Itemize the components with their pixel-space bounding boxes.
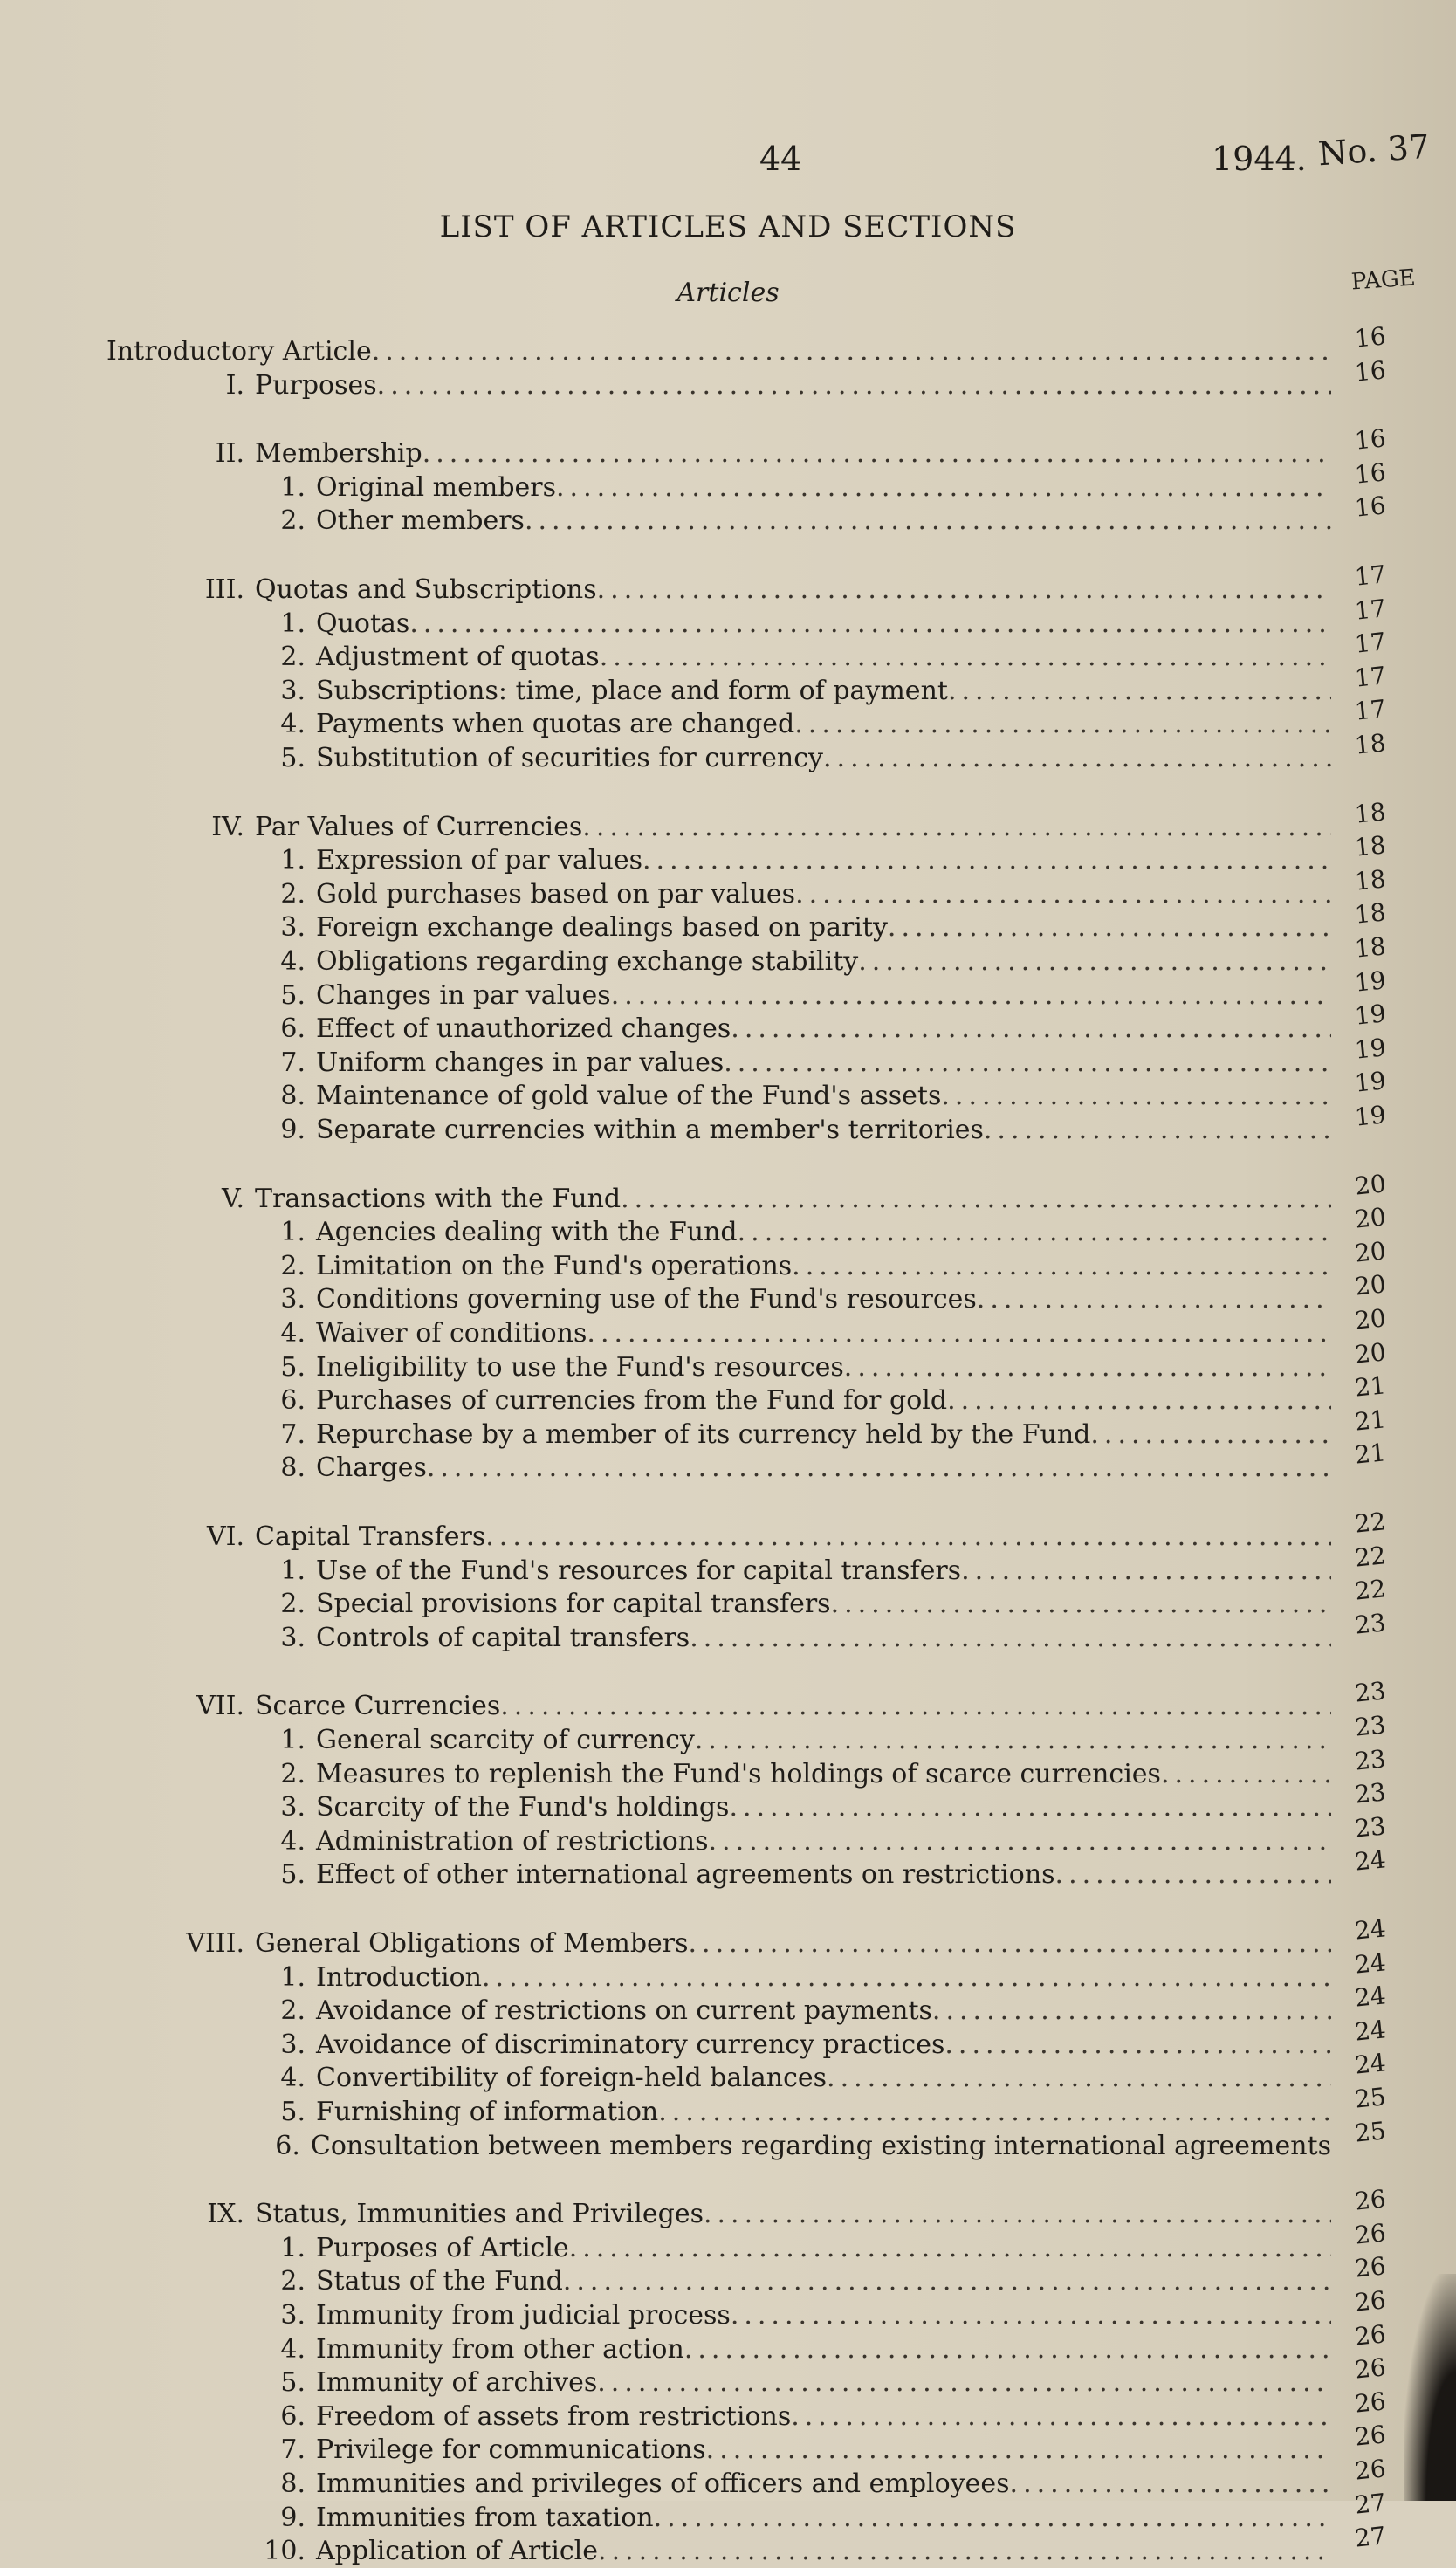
section-number: 5. <box>280 2367 306 2399</box>
section-row <box>253 1825 1331 1858</box>
page-reference: 19 <box>1353 1100 1388 1132</box>
section-row <box>253 675 1331 708</box>
section-number: 6. <box>275 2130 300 2161</box>
page-reference: 20 <box>1353 1303 1388 1335</box>
page-reference: 24 <box>1353 1981 1388 2013</box>
dot-leader <box>500 1690 1331 1723</box>
section-row <box>253 1452 1331 1485</box>
section-row <box>253 608 1331 641</box>
dot-leader <box>563 2265 1331 2298</box>
section-title: Special provisions for capital transfers <box>316 1589 831 1620</box>
section-row <box>253 2535 1331 2568</box>
dot-leader <box>827 2062 1331 2095</box>
section-row <box>253 708 1331 741</box>
dot-leader <box>795 878 1331 911</box>
article-title: Introductory Article <box>106 336 372 367</box>
section-row <box>253 471 1331 505</box>
article-row <box>148 1690 1331 1723</box>
article-row <box>148 2198 1331 2231</box>
section-number: 9. <box>280 1115 306 1145</box>
dot-leader <box>941 1080 1331 1113</box>
dot-leader <box>587 1317 1331 1350</box>
dot-leader <box>1010 2468 1331 2501</box>
section-number: 2. <box>280 642 306 673</box>
page-reference: 26 <box>1353 2251 1388 2284</box>
section-row <box>253 2400 1331 2434</box>
page-reference: 16 <box>1353 321 1388 354</box>
section-title: Privilege for communications <box>316 2434 706 2466</box>
article-number: V. <box>222 1183 244 1214</box>
page-reference: 23 <box>1353 1743 1388 1776</box>
section-title: Measures to replenish the Fund's holdings of scarce currencies <box>316 1758 1161 1789</box>
page-reference: 18 <box>1353 796 1388 829</box>
section-number: 1. <box>280 1725 306 1755</box>
dot-leader <box>738 1216 1331 1249</box>
section-row <box>253 1351 1331 1384</box>
section-title: Gold purchases based on par values <box>316 878 796 910</box>
page-edge-shadow <box>1404 2274 1456 2501</box>
article-title: Quotas and Subscriptions <box>255 574 597 605</box>
section-title: Agencies dealing with the Fund <box>316 1217 738 1248</box>
section-title: Freedom of assets from restrictions <box>316 2400 792 2432</box>
article-row <box>148 811 1331 844</box>
section-row <box>253 742 1331 775</box>
section-number: 6. <box>280 2400 306 2432</box>
page-reference: 17 <box>1353 593 1388 626</box>
section-row <box>253 1384 1331 1418</box>
page-title: LIST OF ARTICLES AND SECTIONS <box>439 209 1017 244</box>
section-row <box>253 1250 1331 1283</box>
section-title: Quotas <box>316 608 410 639</box>
section-number: 5. <box>280 2097 306 2127</box>
section-row <box>253 1047 1331 1080</box>
dot-leader <box>844 1351 1331 1384</box>
section-title: Scarcity of the Fund's holdings <box>316 1792 730 1823</box>
section-row <box>253 2366 1331 2400</box>
dot-leader <box>482 1961 1331 1995</box>
page-reference: 18 <box>1353 728 1388 760</box>
page-reference: 17 <box>1353 694 1388 727</box>
section-title: Immunities from taxation <box>316 2502 654 2533</box>
section-row <box>253 2029 1331 2062</box>
article-number: II. <box>215 438 244 470</box>
section-row <box>253 641 1331 674</box>
section-number: 4. <box>280 2063 306 2094</box>
section-row <box>253 1317 1331 1350</box>
dot-leader <box>597 573 1331 607</box>
dot-leader <box>704 2198 1331 2231</box>
section-title: Avoidance of discriminatory currency practices <box>316 2029 945 2060</box>
dot-leader <box>409 608 1331 641</box>
section-row <box>253 945 1331 978</box>
page-reference: 17 <box>1353 627 1388 659</box>
page-reference: 25 <box>1353 2082 1388 2114</box>
section-row <box>253 1791 1331 1824</box>
article-title: Status, Immunities and Privileges <box>255 2199 704 2230</box>
dot-leader <box>597 2366 1331 2400</box>
page-reference: 20 <box>1353 1168 1388 1201</box>
dot-leader <box>372 335 1331 368</box>
section-number: 3. <box>280 2029 306 2060</box>
page-reference: 22 <box>1353 1540 1388 1573</box>
section-title: Uniform changes in par values <box>316 1047 725 1078</box>
dot-leader <box>794 708 1331 741</box>
section-title: Conditions governing use of the Fund's resources <box>316 1284 977 1315</box>
section-number: 10. <box>264 2536 306 2567</box>
section-title: Separate currencies within a member's territories <box>316 1115 984 1145</box>
article-title: Membership <box>255 438 422 470</box>
page-reference: 23 <box>1353 1608 1388 1640</box>
dot-leader <box>621 1183 1331 1216</box>
page-reference: 22 <box>1353 1507 1388 1539</box>
page-reference: 21 <box>1353 1404 1388 1437</box>
page-reference: 19 <box>1353 1033 1388 1065</box>
article-number: VII. <box>196 1691 244 1722</box>
section-number: 6. <box>280 1385 306 1417</box>
section-title: Introduction <box>316 1961 482 1993</box>
section-number: 3. <box>280 1622 306 1653</box>
section-title: Controls of capital transfers <box>316 1622 690 1653</box>
section-title: Maintenance of gold value of the Fund's assets <box>316 1081 942 1112</box>
section-number: 1. <box>280 845 306 876</box>
article-row <box>106 335 1331 368</box>
dot-leader <box>731 2299 1331 2332</box>
section-number: 7. <box>280 1047 306 1078</box>
article-number: I. <box>225 369 244 401</box>
section-title: Obligations regarding exchange stability <box>316 946 859 977</box>
dot-leader <box>690 1622 1331 1655</box>
section-title: Use of the Fund's resources for capital transfers <box>316 1555 962 1586</box>
article-title: Par Values of Currencies <box>255 811 583 842</box>
page-reference: 26 <box>1353 2420 1388 2453</box>
dot-leader <box>948 675 1331 708</box>
section-number: 5. <box>280 743 306 773</box>
dot-leader <box>1055 1858 1331 1892</box>
section-title: Effect of other international agreements on restrictions <box>316 1859 1055 1891</box>
section-row <box>253 911 1331 944</box>
section-number: 8. <box>280 1081 306 1112</box>
section-row <box>253 505 1331 538</box>
section-title: Purchases of currencies from the Fund for gold <box>316 1385 948 1417</box>
dot-leader <box>729 1791 1331 1824</box>
section-row <box>253 2502 1331 2535</box>
section-title: Substitution of securities for currency <box>316 743 823 773</box>
dot-leader <box>1090 1418 1331 1452</box>
page-reference: 23 <box>1353 1710 1388 1742</box>
section-number: 2. <box>280 878 306 910</box>
dot-leader <box>689 1927 1331 1960</box>
dot-leader <box>654 2502 1331 2535</box>
dot-leader <box>724 1047 1331 1080</box>
page-reference: 20 <box>1353 1269 1388 1302</box>
section-number: 4. <box>280 2333 306 2365</box>
dot-leader <box>582 811 1331 844</box>
section-title: Charges <box>316 1452 427 1484</box>
page-reference: 24 <box>1353 1947 1388 1980</box>
section-row <box>253 2232 1331 2265</box>
section-title: Expression of par values <box>316 845 642 876</box>
page-reference: 19 <box>1353 1066 1388 1099</box>
dot-leader <box>684 2333 1331 2366</box>
page-reference: 26 <box>1353 2318 1388 2352</box>
page-reference: 26 <box>1353 2218 1388 2250</box>
article-row <box>148 1521 1331 1554</box>
article-number: III. <box>204 574 244 605</box>
page-column-label: PAGE <box>1350 264 1417 296</box>
section-number: 7. <box>280 2434 306 2466</box>
dot-leader <box>944 2029 1331 2062</box>
page-reference: 24 <box>1353 1844 1388 1878</box>
dot-leader <box>977 1283 1331 1316</box>
section-row <box>253 1622 1331 1655</box>
section-row <box>253 2434 1331 2467</box>
dot-leader <box>791 2400 1331 2434</box>
article-number: IX. <box>207 2199 244 2230</box>
page-reference: 16 <box>1353 491 1388 524</box>
section-row <box>253 1724 1331 1757</box>
articles-subheading: Articles <box>676 278 780 308</box>
dot-leader <box>642 844 1331 877</box>
article-number: VIII. <box>186 1928 244 1959</box>
section-title: Immunity from judicial process <box>316 2300 731 2331</box>
article-number: VI. <box>206 1521 244 1552</box>
page-reference: 26 <box>1353 2352 1388 2385</box>
document-number: No. 37 <box>1316 127 1432 174</box>
dot-leader <box>961 1555 1331 1588</box>
dot-leader <box>695 1724 1331 1757</box>
section-number: 3. <box>280 2300 306 2331</box>
page-reference: 26 <box>1353 2184 1388 2216</box>
page-reference: 18 <box>1353 830 1388 862</box>
section-number: 2. <box>280 1995 306 2027</box>
dot-leader <box>525 505 1331 538</box>
section-title: Convertibility of foreign-held balances <box>316 2063 828 2094</box>
page-reference: 16 <box>1353 457 1388 490</box>
section-number: 8. <box>280 2468 306 2499</box>
dot-leader <box>831 1588 1331 1621</box>
section-row <box>253 979 1331 1013</box>
dot-leader <box>569 2232 1331 2265</box>
section-title: Furnishing of information <box>316 2097 659 2127</box>
dot-leader <box>611 979 1331 1013</box>
article-title: General Obligations of Members <box>255 1928 689 1959</box>
dot-leader <box>422 437 1331 470</box>
page-reference: 17 <box>1353 560 1388 592</box>
dot-leader <box>984 1114 1331 1147</box>
section-title: Waiver of conditions <box>316 1318 587 1349</box>
dot-leader <box>427 1452 1331 1485</box>
section-title: Subscriptions: time, place and form of payment <box>316 675 948 706</box>
page-reference: 27 <box>1353 2521 1388 2553</box>
dot-leader <box>556 471 1331 505</box>
dot-leader <box>377 369 1331 402</box>
section-number: 4. <box>280 946 306 977</box>
dot-leader <box>888 911 1331 944</box>
section-row <box>253 1995 1331 2028</box>
section-title: Immunity of archives <box>316 2367 598 2399</box>
section-row <box>253 2468 1331 2501</box>
dot-leader <box>858 945 1331 978</box>
page-reference: 26 <box>1353 2285 1388 2317</box>
section-title: Limitation on the Fund's operations <box>316 1250 793 1281</box>
page-reference: 22 <box>1353 1574 1388 1606</box>
section-title: Original members <box>316 471 557 503</box>
page-reference: 24 <box>1353 1913 1388 1946</box>
article-title: Purposes <box>255 369 377 401</box>
section-row <box>253 1555 1331 1588</box>
section-row <box>253 1758 1331 1791</box>
section-row <box>253 2062 1331 2095</box>
section-title: Status of the Fund <box>316 2266 563 2297</box>
section-row <box>253 1283 1331 1316</box>
page-reference: 27 <box>1353 2487 1388 2520</box>
section-number: 5. <box>280 979 306 1011</box>
section-number: 1. <box>280 471 306 503</box>
dot-leader <box>658 2096 1331 2129</box>
section-number: 3. <box>280 675 306 706</box>
page-reference: 23 <box>1353 1777 1388 1809</box>
section-number: 2. <box>280 1589 306 1620</box>
section-title: Administration of restrictions <box>316 1825 709 1857</box>
section-row <box>253 1216 1331 1249</box>
article-title: Scarce Currencies <box>255 1691 501 1722</box>
dot-leader <box>947 1384 1331 1418</box>
section-row <box>253 2299 1331 2332</box>
section-title: Adjustment of quotas <box>316 642 600 673</box>
page-reference: 18 <box>1353 864 1388 896</box>
section-number: 5. <box>280 1351 306 1383</box>
section-number: 1. <box>280 608 306 639</box>
page-reference: 21 <box>1353 1438 1388 1471</box>
section-number: 7. <box>280 1418 306 1450</box>
page-reference: 20 <box>1353 1202 1388 1234</box>
section-number: 1. <box>280 1555 306 1586</box>
section-row <box>253 1080 1331 1113</box>
article-number: IV. <box>211 811 244 842</box>
section-title: Effect of unauthorized changes <box>316 1013 731 1045</box>
page-reference: 21 <box>1353 1370 1388 1403</box>
section-title: Application of Article <box>316 2536 599 2567</box>
page-reference: 17 <box>1353 661 1388 693</box>
section-number: 6. <box>280 1013 306 1045</box>
dot-leader <box>932 1995 1331 2028</box>
section-number: 9. <box>280 2502 306 2533</box>
section-row <box>253 844 1331 877</box>
section-row <box>253 1114 1331 1147</box>
dot-leader <box>1161 1758 1331 1791</box>
section-title: Immunities and privileges of officers and employees <box>316 2468 1010 2499</box>
page-reference: 16 <box>1353 354 1388 388</box>
dot-leader <box>709 1825 1332 1858</box>
article-row <box>148 573 1331 607</box>
section-number: 3. <box>280 1284 306 1315</box>
section-number: 5. <box>280 1859 306 1891</box>
section-title: Ineligibility to use the Fund's resources <box>316 1351 844 1383</box>
page-reference: 24 <box>1353 2015 1388 2047</box>
section-number: 2. <box>280 2266 306 2297</box>
article-row <box>148 1183 1331 1216</box>
section-row <box>253 1418 1331 1452</box>
section-title: Changes in par values <box>316 979 611 1011</box>
section-title: Consultation between members regarding existing international agreements <box>310 2130 1331 2161</box>
section-row <box>253 2096 1331 2129</box>
dot-leader <box>792 1250 1331 1283</box>
article-row <box>148 437 1331 470</box>
dot-leader <box>600 641 1331 674</box>
section-title: Foreign exchange dealings based on parity <box>316 912 888 944</box>
section-row <box>253 878 1331 911</box>
article-title: Capital Transfers <box>255 1521 486 1552</box>
page-reference: 23 <box>1353 1676 1388 1709</box>
page-reference: 19 <box>1353 965 1388 998</box>
page-reference: 19 <box>1353 999 1388 1031</box>
section-title: General scarcity of currency <box>316 1725 695 1755</box>
section-title: Purposes of Article <box>316 2232 569 2263</box>
page-reference: 18 <box>1353 897 1388 930</box>
section-title: Repurchase by a member of its currency held by the Fund <box>316 1418 1091 1450</box>
section-number: 3. <box>280 1792 306 1823</box>
section-row <box>253 2333 1331 2366</box>
page-reference: 16 <box>1353 423 1388 456</box>
section-number: 2. <box>280 505 306 537</box>
section-title: Other members <box>316 505 525 537</box>
section-title: Avoidance of restrictions on current payments <box>316 1995 932 2027</box>
section-row <box>253 2265 1331 2298</box>
page-reference: 23 <box>1353 1811 1388 1844</box>
section-row <box>253 1858 1331 1892</box>
page-reference: 20 <box>1353 1236 1388 1268</box>
section-title: Payments when quotas are changed <box>316 709 795 740</box>
section-number: 2. <box>280 1250 306 1281</box>
section-number: 1. <box>280 1217 306 1248</box>
dot-leader <box>598 2535 1331 2568</box>
page-reference: 26 <box>1353 2454 1388 2486</box>
dot-leader <box>485 1521 1331 1554</box>
section-number: 3. <box>280 912 306 944</box>
section-title: Immunity from other action <box>316 2333 684 2365</box>
page-reference: 25 <box>1353 2115 1388 2148</box>
section-number: 4. <box>280 1318 306 1349</box>
page-reference: 26 <box>1353 2386 1388 2419</box>
section-number: 4. <box>280 709 306 740</box>
page-reference: 18 <box>1353 931 1388 964</box>
page-reference: 24 <box>1353 2048 1388 2081</box>
section-row <box>253 1588 1331 1621</box>
section-row <box>253 1013 1331 1046</box>
section-number: 4. <box>280 1825 306 1857</box>
page-reference: 20 <box>1353 1336 1388 1370</box>
dot-leader <box>706 2434 1331 2467</box>
dot-leader <box>823 742 1331 775</box>
section-row <box>253 1961 1331 1995</box>
article-title: Transactions with the Fund <box>255 1183 622 1214</box>
section-number: 2. <box>280 1758 306 1789</box>
article-row <box>148 369 1331 402</box>
section-row <box>253 2130 1331 2163</box>
section-number: 8. <box>280 1452 306 1484</box>
year: 1944. <box>1212 140 1307 178</box>
section-number: 1. <box>280 2232 306 2263</box>
dot-leader <box>731 1013 1331 1046</box>
article-row <box>148 1927 1331 1960</box>
page-number: 44 <box>759 140 802 178</box>
section-number: 1. <box>280 1961 306 1993</box>
